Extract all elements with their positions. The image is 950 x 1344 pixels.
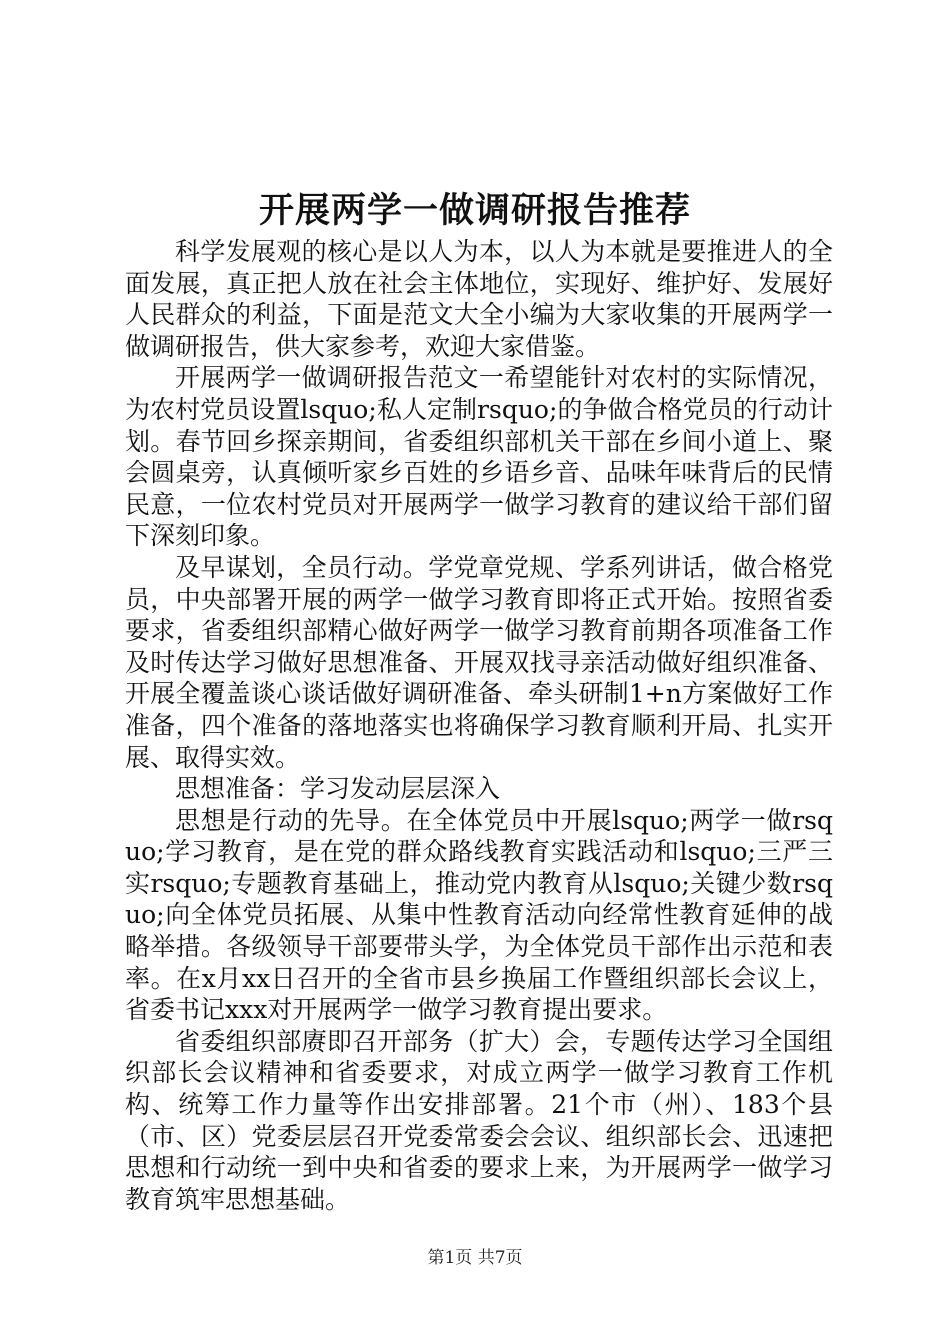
document-title: 开展两学一做调研报告推荐 bbox=[258, 190, 691, 231]
paragraph-4: 思想是行动的先导。在全体党员中开展lsquo;两学一做rsquo;学习教育，是在党的群众路线教育实践活动和lsquo;三严三实rsquo;专题教育基础上，推动党内教育从lsquo;关键少数rsquo;向全体党员拓展、从集中性教育活动向经常性教育延伸的战略举措。各级领导干部要带头学，为全体党员干部作出示范和表率。在x月xx日召开的全省市县乡换届工作暨组织部长会议上，省委书记xxx对开展两学一做学习教育提出要求。 bbox=[125, 805, 833, 1025]
paragraph-3: 及早谋划，全员行动。学党章党规、学系列讲话，做合格党员，中央部署开展的两学一做学习教育即将正式开始。按照省委要求，省委组织部精心做好两学一做学习教育前期各项准备工作及时传达学习做好思想准备、开展双找寻亲活动做好组织准备、开展全覆盖谈心谈话做好调研准备、牵头研制1+n方案做好工作准备，四个准备的落地落实也将确保学习教育顺利开局、扎实开展、取得实效。 bbox=[125, 552, 833, 772]
page-footer: 第1页 共7页 bbox=[427, 1248, 523, 1268]
paragraph-2: 开展两学一做调研报告范文一希望能针对农村的实际情况，为农村党员设置lsquo;私人定制rsquo;的争做合格党员的行动计划。春节回乡探亲期间，省委组织部机关干部在乡间小道上、聚会圆桌旁，认真倾听家乡百姓的乡语乡音、品味年味背后的民情民意，一位农村党员对开展两学一做学习教育的建议给干部们留下深刻印象。 bbox=[125, 363, 833, 551]
intro-paragraph: 科学发展观的核心是以人为本，以人为本就是要推进人的全面发展，真正把人放在社会主体地位，实现好、维护好、发展好人民群众的利益，下面是范文大全小编为大家收集的开展两学一做调研报告，供大家参考，欢迎大家借鉴。 bbox=[125, 237, 833, 361]
paragraph-5: 省委组织部赓即召开部务（扩大）会，专题传达学习全国组织部长会议精神和省委要求，对成立两学一做学习教育工作机构、统筹工作力量等作出安排部署。21个市（州）、183个县（市、区）党委层层召开党委常委会会议、组织部长会、迅速把思想和行动统一到中央和省委的要求上来，为开展两学一做学习教育筑牢思想基础。 bbox=[125, 1026, 833, 1214]
document-body bbox=[125, 236, 833, 1215]
section-subheading: 思想准备：学习发动层层深入 bbox=[175, 774, 501, 804]
